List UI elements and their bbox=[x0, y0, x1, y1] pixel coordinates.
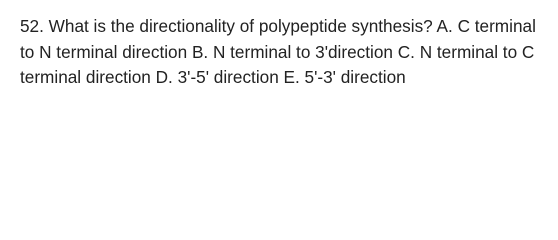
question-text: 52. What is the directionality of polypeptide synthesis? A. C terminal to N terminal direction B. N terminal to 3'direction C. N terminal to C terminal direction D. 3'-5' direction E. 5'-3' direction bbox=[20, 16, 536, 87]
question-block bbox=[0, 0, 558, 105]
